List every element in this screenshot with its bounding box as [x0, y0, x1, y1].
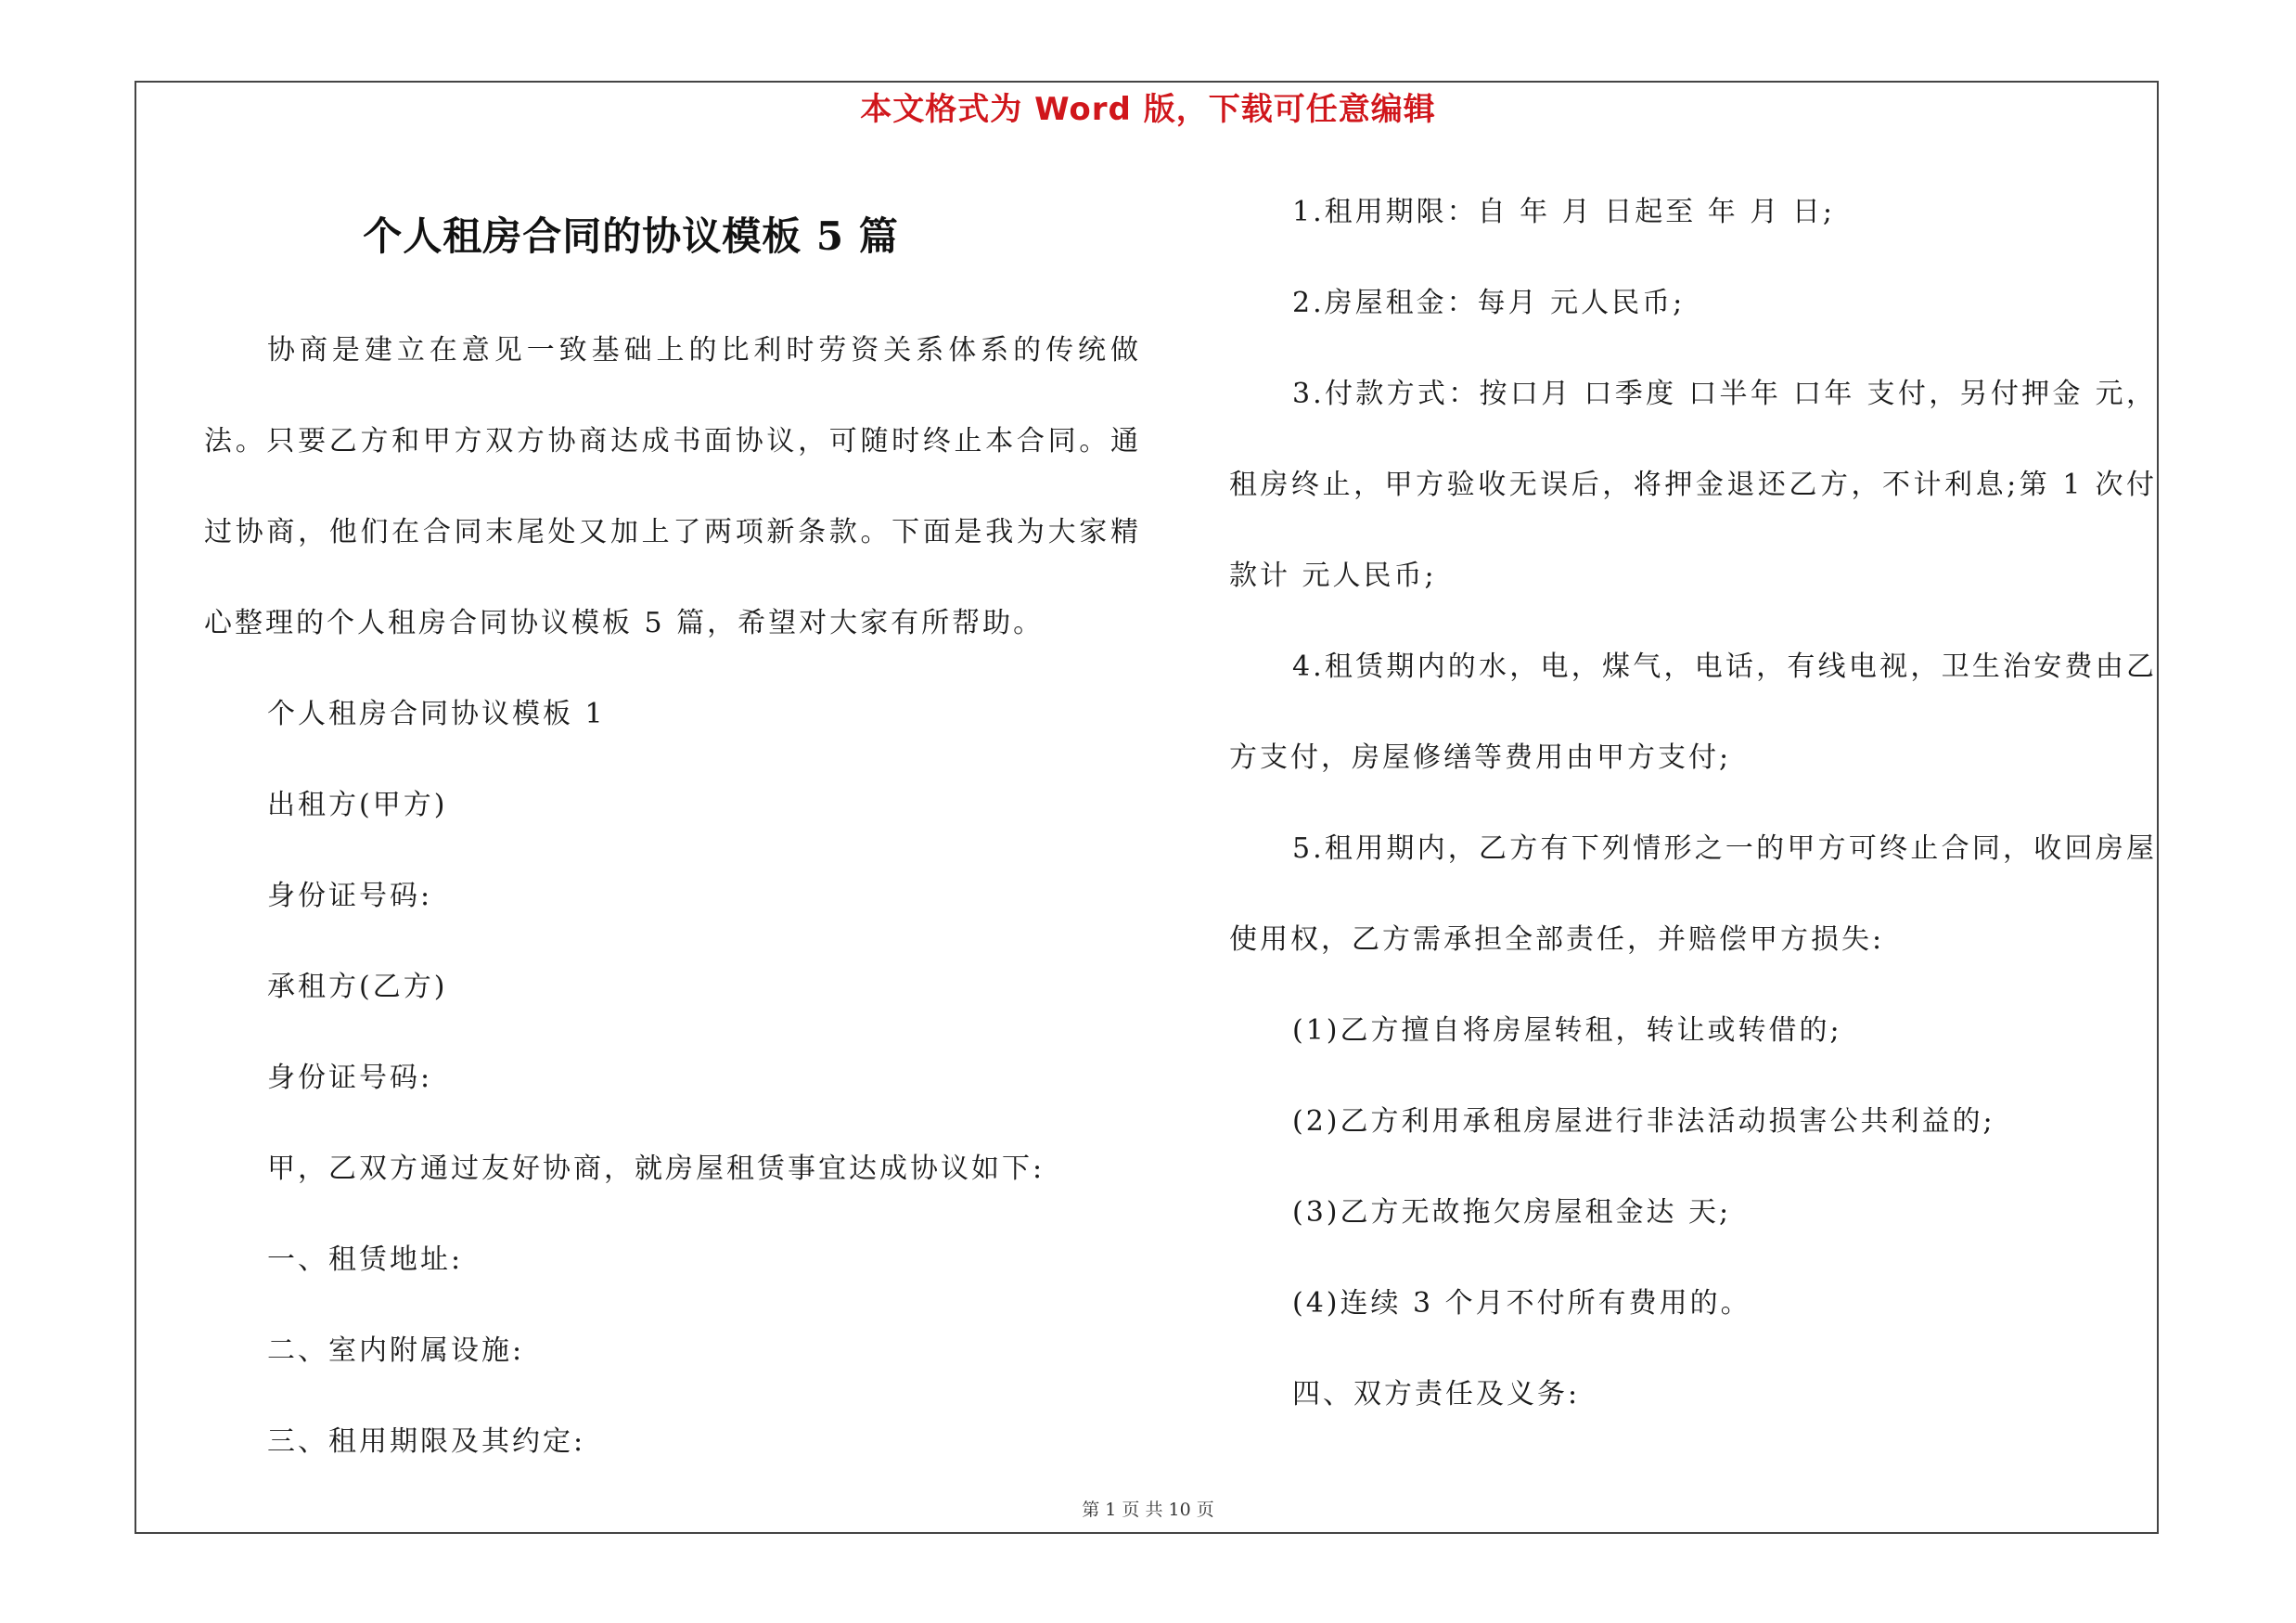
paragraph: 3.付款方式：按口月 口季度 口半年 口年 支付，另付押金 元，租房终止，甲方验收无误后，将押金退还乙方，不计利息;第 1 次付款计 元人民币;: [1229, 378, 2157, 592]
document-title: 个人租房合同的协议模板 5 篇: [363, 213, 899, 259]
paragraph: (4)连续 3 个月不付所有费用的。: [1292, 1287, 1751, 1320]
paragraph: 身份证号码:: [267, 880, 433, 912]
paragraph: 承租方(乙方): [267, 971, 448, 1003]
format-banner: 本文格式为 Word 版，下载可任意编辑: [860, 91, 1436, 128]
paragraph: 甲，乙双方通过友好协商，就房屋租赁事宜达成协议如下:: [267, 1153, 1045, 1185]
paragraph: 4.租赁期内的水，电，煤气，电话，有线电视，卫生治安费由乙方支付，房屋修缮等费用由甲方支付;: [1229, 650, 2157, 774]
paragraph: 四、双方责任及义务:: [1292, 1378, 1581, 1410]
paragraph: 个人租房合同协议模板 1: [267, 698, 606, 730]
paragraph: (3)乙方无故拖欠房屋租金达 天;: [1292, 1196, 1732, 1229]
paragraph: (1)乙方擅自将房屋转租，转让或转借的;: [1292, 1014, 1842, 1047]
paragraph: (2)乙方利用承租房屋进行非法活动损害公共利益的;: [1292, 1105, 1995, 1138]
paragraph: 二、室内附属设施:: [267, 1334, 525, 1367]
paragraph: 5.租用期内，乙方有下列情形之一的甲方可终止合同，收回房屋使用权，乙方需承担全部责任，并赔偿甲方损失:: [1229, 832, 2157, 956]
paragraph: 2.房屋租金：每月 元人民币;: [1292, 287, 1686, 319]
paragraph: 出租方(甲方): [267, 789, 448, 821]
paragraph: 三、租用期限及其约定:: [267, 1425, 586, 1458]
paragraph: 协商是建立在意见一致基础上的比利时劳资关系体系的传统做法。只要乙方和甲方双方协商达成书面协议，可随时终止本合同。通过协商，他们在合同末尾处又加上了两项新条款。下面是我为大家精心整理的个人租房合同协议模板 5 篇，希望对大家有所帮助。: [204, 334, 1141, 639]
paragraph: 身份证号码:: [267, 1062, 433, 1094]
paragraph: 1.租用期限：自 年 月 日起至 年 月 日;: [1292, 196, 1835, 228]
paragraph: 一、租赁地址:: [267, 1243, 464, 1276]
left-column: [204, 305, 1141, 1488]
right-column: [1229, 167, 2157, 1440]
page-footer: 第 1 页 共 10 页: [1082, 1500, 1214, 1520]
